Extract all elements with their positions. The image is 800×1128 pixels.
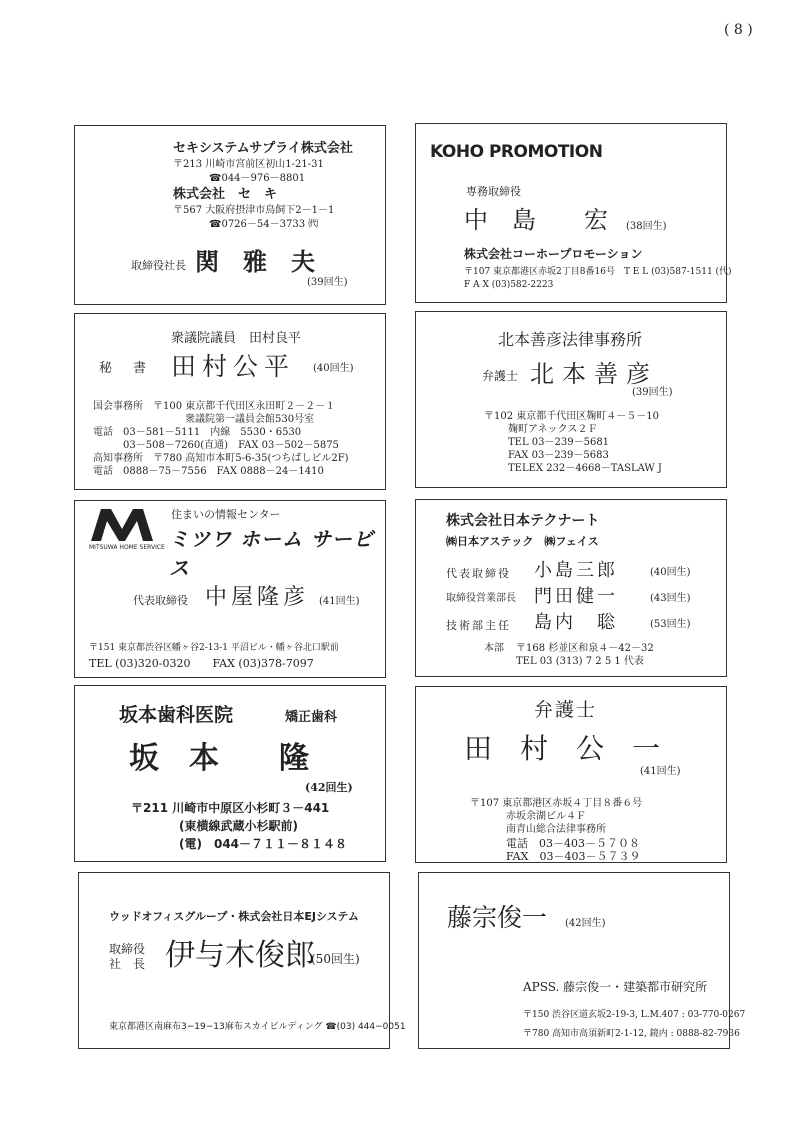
address-line: 〒107 東京都港区赤坂４丁目８番６号 bbox=[470, 798, 643, 809]
person-name: 北本善彦 bbox=[530, 360, 658, 388]
company-name: ウッドオフィスグループ・株式会社日本EJシステム bbox=[109, 910, 359, 923]
business-card-sakamoto bbox=[74, 685, 386, 862]
class-year: (50回生) bbox=[311, 952, 360, 966]
header: 衆議院議員 田村良平 bbox=[171, 331, 302, 346]
company-name: ミツワ ホーム サービス bbox=[169, 527, 374, 580]
class-year: (41回生) bbox=[640, 766, 681, 777]
job-title: 秘 書 bbox=[99, 361, 151, 376]
address: 〒107 東京都港区赤坂2丁目8番16号 T E L (03)587-1511 (代) bbox=[464, 267, 732, 277]
phone: 電話 03－403－５７０８ bbox=[506, 837, 640, 850]
job-title: 弁護士 bbox=[482, 369, 519, 383]
mitsuwa-logo-icon bbox=[89, 507, 155, 543]
job-title: 代表取締役 bbox=[133, 594, 188, 607]
job-title: 技術部主任 bbox=[446, 619, 511, 632]
address-line: 麹町アネックス２Ｆ bbox=[508, 424, 598, 435]
address: 〒780 高知市高須新町2-1-12, 鏡内 : 0888-82-7936 bbox=[523, 1029, 740, 1039]
business-card-koho bbox=[415, 123, 732, 303]
phone-line: 03－508－7260(直通) FAX 03－502－5875 bbox=[123, 440, 339, 451]
job-title: 弁護士 bbox=[534, 699, 598, 721]
clinic-name: 坂本歯科医院 bbox=[119, 704, 234, 726]
class-year: (40回生) bbox=[650, 567, 691, 578]
job-title: 取締役社長 bbox=[131, 259, 186, 272]
subsidiaries: ㈱日本アステック ㈱フェイス bbox=[446, 535, 599, 548]
phone: ☎0726－54－3733 ㈹ bbox=[209, 219, 319, 230]
phone: TEL 03 (313) 7 2 5 1 代表 bbox=[516, 656, 644, 667]
address-line: 衆議院第一議員会館530号室 bbox=[185, 414, 315, 425]
person-name: 田村公平 bbox=[171, 352, 296, 381]
class-year: (41回生) bbox=[319, 596, 360, 607]
person-name: 伊与木俊郎 bbox=[165, 938, 315, 973]
phone: (電) 044－７１１－８１４８ bbox=[179, 837, 348, 851]
telex: TELEX 232－4668－TASLAW J bbox=[508, 463, 662, 474]
address-line: 高知事務所 〒780 高知市本町5-6-35(つちばしビル2F) bbox=[93, 453, 349, 464]
phone: TEL 03－239－5681 bbox=[508, 437, 610, 448]
person-name: 中 島 宏 bbox=[464, 206, 608, 234]
address: 〒150 渋谷区道玄坂2-19-3, L.M.407 : 03-770-0267 bbox=[523, 1010, 746, 1020]
class-year: (39回生) bbox=[307, 277, 348, 288]
job-title: 取締役営業部長 bbox=[446, 593, 516, 604]
company-name: 株式会社 セ キ bbox=[173, 187, 278, 202]
address-label: 本部 bbox=[484, 643, 504, 654]
class-year: (40回生) bbox=[313, 363, 354, 374]
business-card-tamura-koichi bbox=[415, 686, 727, 863]
tagline: 住まいの情報センター bbox=[171, 508, 281, 521]
specialty: 矯正歯科 bbox=[285, 710, 338, 725]
class-year: (38回生) bbox=[626, 221, 667, 232]
company-logo-text: KOHO PROMOTION bbox=[430, 142, 603, 162]
address: 〒211 川崎市中原区小杉町３－441 bbox=[131, 801, 330, 815]
address-line: 〒102 東京都千代田区麹町４－５－10 bbox=[484, 411, 659, 422]
page-number: ( 8 ) bbox=[724, 22, 753, 38]
business-card-mitsuwa bbox=[74, 500, 386, 678]
business-card-kitamoto bbox=[415, 311, 727, 488]
class-year: (42回生) bbox=[565, 918, 606, 929]
person-name: 門田健一 bbox=[534, 586, 618, 607]
fax: FAX 03－239－5683 bbox=[508, 450, 609, 461]
person-name: 島内 聡 bbox=[534, 612, 618, 633]
company-name: セキシステムサプライ株式会社 bbox=[173, 141, 353, 156]
job-title: 社 長 bbox=[109, 957, 146, 971]
business-card-ej-system bbox=[78, 872, 406, 1049]
phone-line: 電話 03－581－5111 内線 5530・6530 bbox=[93, 427, 302, 438]
business-card-fujimune bbox=[418, 872, 746, 1049]
business-card-tamura-kohei bbox=[74, 313, 386, 490]
class-year: (53回生) bbox=[650, 619, 691, 630]
job-title: 取締役 bbox=[109, 942, 146, 956]
company-name: 株式会社コーホープロモーション bbox=[464, 247, 643, 261]
person-name: 坂 本 隆 bbox=[129, 741, 309, 776]
person-name: 中屋隆彦 bbox=[205, 585, 310, 610]
phone: TEL (03)320-0320 FAX (03)378-7097 bbox=[89, 657, 314, 670]
office-name: 南青山総合法律事務所 bbox=[506, 824, 606, 835]
logo-subtext: MITSUWA HOME SERVICE bbox=[89, 544, 165, 551]
address: 〒151 東京都渋谷区幡ヶ谷2-13-1 平沼ビル・幡ヶ谷北口駅前 bbox=[89, 643, 339, 653]
person-name: 関 雅 夫 bbox=[195, 247, 315, 276]
address: 〒168 杉並区和泉４－42－32 bbox=[516, 643, 654, 654]
station: (東横線武蔵小杉駅前) bbox=[179, 819, 298, 833]
company-name: 株式会社日本テクナート bbox=[446, 513, 600, 529]
address: 〒213 川崎市宮前区初山1-21-31 bbox=[173, 159, 324, 170]
job-title: 専務取締役 bbox=[466, 185, 521, 198]
person-name: 田 村 公 一 bbox=[464, 732, 661, 765]
class-year: (42回生) bbox=[305, 781, 353, 794]
class-year: (43回生) bbox=[650, 593, 691, 604]
office-name: APSS. 藤宗俊一・建築都市研究所 bbox=[523, 980, 708, 994]
person-name: 小島三郎 bbox=[534, 560, 618, 581]
address-line: 国会事務所 〒100 東京都千代田区永田町２－２－１ bbox=[93, 401, 336, 412]
business-card-seki bbox=[74, 125, 386, 305]
fax: F A X (03)582-2223 bbox=[464, 280, 554, 290]
fax: FAX 03－403－５７３９ bbox=[506, 850, 641, 863]
phone: ☎044－976－8801 bbox=[209, 173, 306, 184]
address: 〒567 大阪府摂津市鳥飼下2－1－1 bbox=[173, 205, 335, 216]
business-card-technart bbox=[415, 499, 727, 677]
address: 東京都港区南麻布3−19−13麻布スカイビルディング ☎(03) 444−0051 bbox=[109, 1022, 406, 1032]
person-name: 藤宗俊一 bbox=[447, 903, 548, 932]
address-line: 赤坂余湖ビル４Ｆ bbox=[506, 811, 586, 822]
job-title: 代表取締役 bbox=[446, 567, 511, 580]
office-name: 北本善彦法律事務所 bbox=[498, 330, 643, 349]
class-year: (39回生) bbox=[632, 387, 673, 398]
phone-line: 電話 0888－75－7556 FAX 0888－24－1410 bbox=[93, 466, 324, 477]
